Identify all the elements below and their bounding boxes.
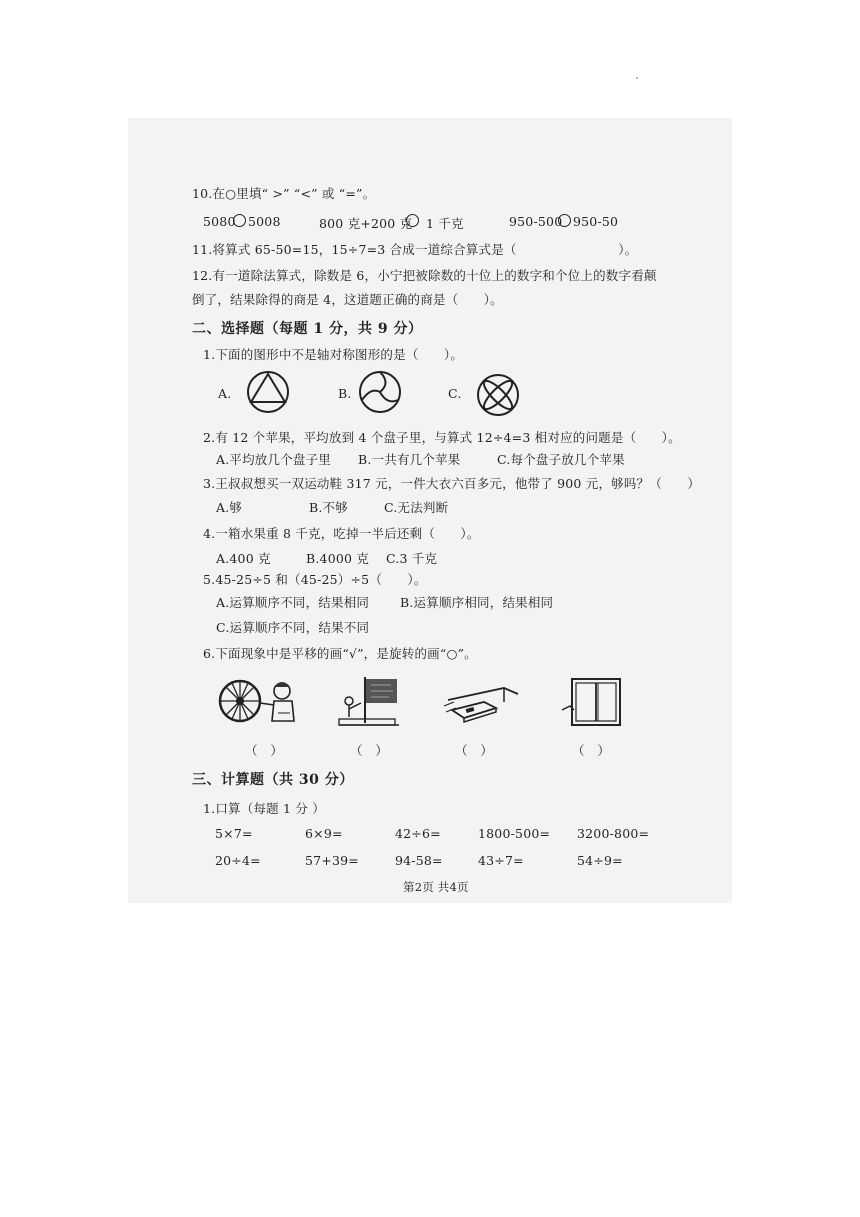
compare-circle-2 xyxy=(406,214,419,227)
s2-q1-label-a: A. xyxy=(218,386,232,401)
page-footer: 第2页 共4页 xyxy=(403,880,469,894)
s2-q2-opt-a: A.平均放几个盘子里 xyxy=(216,452,332,467)
s2-q1-text: 1.下面的图形中不是轴对称图形的是（ ）。 xyxy=(203,347,464,362)
calc-item: 3200-800= xyxy=(577,826,650,841)
calc-item: 42÷6= xyxy=(395,826,441,841)
circle-petals-figure xyxy=(475,372,521,418)
calc-item: 94-58= xyxy=(395,853,443,868)
q10-right2: 1 千克 xyxy=(426,216,464,231)
calc-item: 5×7= xyxy=(215,826,253,841)
q10-right1: 5008 xyxy=(248,214,281,229)
compare-circle-3 xyxy=(558,214,571,227)
s2-q2-opt-b: B.一共有几个苹果 xyxy=(358,452,461,467)
s2-q3-opt-a: A.够 xyxy=(216,500,243,515)
q10-left2: 800 克+200 克 xyxy=(319,216,413,231)
calc-item: 43÷7= xyxy=(478,853,524,868)
s2-q1-label-c: C. xyxy=(448,386,462,401)
circle-arcs-figure xyxy=(357,369,403,415)
s2-q5-opt-a: A.运算顺序不同，结果相同 xyxy=(216,595,370,610)
section3-heading: 三、计算题（共 30 分） xyxy=(192,772,354,788)
s2-q5-opt-c: C.运算顺序不同，结果不同 xyxy=(216,620,370,635)
s2-q5-opt-b: B.运算顺序相同，结果相同 xyxy=(400,595,554,610)
s2-q6-text: 6.下面现象中是平移的画“√”，是旋转的画“○”。 xyxy=(203,646,477,661)
flag-raising-picture xyxy=(335,673,405,727)
q10-title: 10.在○里填“ >” “<” 或 “=”。 xyxy=(192,186,376,201)
q12-line1: 12.有一道除法算式，除数是 6，小宁把被除数的十位上的数字和个位上的数字看颠 xyxy=(192,268,657,283)
calc-item: 20÷4= xyxy=(215,853,261,868)
q6-answer-blank-1[interactable]: （ ） xyxy=(245,743,284,758)
q10-left3: 950-500 xyxy=(509,214,563,229)
q10-right3: 950-50 xyxy=(573,214,619,229)
circle-triangle-figure xyxy=(245,369,291,415)
q12-line2: 倒了，结果除得的商是 4，这道题正确的商是（ ）。 xyxy=(192,292,503,307)
calc-item: 57+39= xyxy=(305,853,359,868)
calc-item: 54÷9= xyxy=(577,853,623,868)
s2-q2-opt-c: C.每个盘子放几个苹果 xyxy=(497,452,625,467)
s2-q3-opt-b: B.不够 xyxy=(309,500,348,515)
q11-text: 11.将算式 65-50=15，15÷7=3 合成一道综合算式是（ ）。 xyxy=(192,242,638,257)
calc-item: 1800-500= xyxy=(478,826,551,841)
s2-q1-label-b: B. xyxy=(338,386,352,401)
scan-speck xyxy=(636,77,638,79)
section2-heading: 二、选择题（每题 1 分，共 9 分） xyxy=(192,321,423,337)
q10-left1: 5080 xyxy=(203,214,236,229)
q6-answer-blank-3[interactable]: （ ） xyxy=(455,743,494,758)
calc-item: 6×9= xyxy=(305,826,343,841)
q6-answer-blank-4[interactable]: （ ） xyxy=(572,743,611,758)
spinning-wheel-picture xyxy=(216,677,300,725)
compare-circle-1 xyxy=(233,214,246,227)
sliding-window-picture xyxy=(562,676,624,728)
s2-q4-opt-c: C.3 千克 xyxy=(386,551,438,566)
s3-q1-title: 1.口算（每题 1 分 ） xyxy=(203,801,325,816)
s2-q3-opt-c: C.无法判断 xyxy=(384,500,449,515)
s2-q4-text: 4.一箱水果重 8 千克，吃掉一半后还剩（ ）。 xyxy=(203,526,480,541)
drawer-picture xyxy=(444,680,520,726)
s2-q4-opt-b: B.4000 克 xyxy=(306,551,370,566)
s2-q3-text: 3.王叔叔想买一双运动鞋 317 元，一件大衣六百多元，他带了 900 元，够吗？（ ） xyxy=(203,476,701,491)
q6-answer-blank-2[interactable]: （ ） xyxy=(350,743,389,758)
s2-q5-text: 5.45-25÷5 和（45-25）÷5（ ）。 xyxy=(203,572,427,587)
s2-q4-opt-a: A.400 克 xyxy=(216,551,271,566)
s2-q2-text: 2.有 12 个苹果，平均放到 4 个盘子里，与算式 12÷4=3 相对应的问题是（ ）。 xyxy=(203,430,681,445)
